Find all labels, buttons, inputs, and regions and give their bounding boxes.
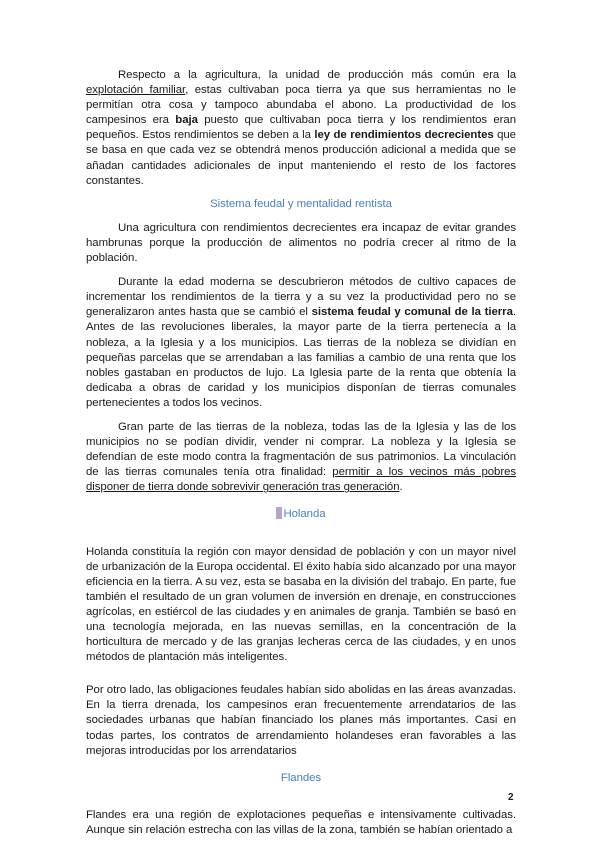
text-run: que se basa en que cada vez se obtendrá menos producción adicional a medida que se añadan cantidades adicionales de input manteniendo el resto de los factores constantes.	[86, 129, 516, 187]
paragraph-edad-moderna	[86, 275, 516, 411]
text-run: Gran parte de las tierras de la nobleza, todas las de la Iglesia y las de los municipios no se podían dividir, vender ni comprar. La nobleza y la Iglesia se defendían de este modo contra la fragmentación de sus patrimonios. La vinculación de las tierras comunales tenía otra finalidad:	[86, 420, 516, 479]
paragraph-tierras-nobleza	[86, 420, 516, 495]
text-run: Durante la edad moderna se descubrieron métodos de cultivo capaces de incrementar los rendimientos de la tierra y a su vez la productividad pero no se generalizaron antes hasta que se cambió el	[86, 276, 516, 319]
text-run: . Antes de las revoluciones liberales, la mayor parte de la tierra pertenecía a la nobleza, a la Iglesia y a los municipios. Las tierras de la nobleza se dividían en pequeñas parcelas que se arrendaban a las familias a cambio de una renta que los nobles gastaban en productos de lujo. La Iglesia parte de la renta que obtenía la dedicaba a obras de caridad y los municipios disponían de tierras comunales pertenecientes a todos los vecinos.	[86, 306, 516, 409]
text-run: , estas cultivaban poca tierra ya que sus herramientas no le permitían otra cosa y tampoco abundaba el abono. La productividad de los campesinos era	[86, 84, 516, 127]
section-heading-label: Holanda	[283, 508, 326, 521]
paragraph-holanda: Holanda constituía la región con mayor densidad de población y con un mayor nivel de urbanización de la Europa occidental. El éxito había sido alcanzado por una mayor eficiencia en la tierra. A su vez, esta se basaba en la división del trabajo. En parte, fue también el resultado de un gran volumen de inversión en drenaje, en construcciones agrícolas, en estiércol de las ciudades y en animales de granja. También se basó en una tecnología mejorada, en las nuevas semillas, en la concentración de la horticultura de mercado y de las granjas lecheras cerca de las ciudades, y en unos métodos de plantación más inteligentes.	[86, 545, 516, 664]
paragraph-obligaciones-feudales: Por otro lado, las obligaciones feudales habían sido abolidas en las áreas avanzadas. En la tierra drenada, los campesinos eran frecuentemente arrendatarios de las sociedades urbanas que habían financiado los planes más importantes. Casi en todas partes, los contratos de arrendamiento holandeses eran favorables a las mejoras introducidas por los arrendatarios	[86, 684, 516, 757]
section-heading-sistema-feudal: Sistema feudal y mentalidad rentista	[210, 197, 392, 210]
text-run: Respecto a la agricultura, la unidad de producción más común era la	[118, 69, 516, 81]
bold-term: baja	[175, 114, 198, 127]
text-run: .	[399, 481, 403, 494]
document-body	[86, 68, 516, 838]
page-number: 2	[508, 792, 514, 803]
bold-term: sistema feudal y comunal de la tierra	[311, 306, 513, 319]
section-heading-holanda	[86, 507, 516, 522]
paragraph-flandes: Flandes era una región de explotaciones pequeñas e intensivamente cultivadas. Aunque sin relación estrecha con las villas de la zona, también se habían orientado a	[86, 808, 516, 836]
bold-term: ley de rendimientos decrecientes	[314, 129, 494, 142]
paragraph-agricultura	[86, 68, 516, 189]
text-run: puesto que cultivaban poca tierra y los rendimientos eran pequeños. Estos rendimientos se deben a la	[86, 114, 516, 142]
underlined-term: permitir a los vecinos más pobres disponer de tierra donde sobrevivir generación tras generación	[86, 466, 516, 494]
comment-marker-icon	[276, 507, 282, 519]
section-heading-flandes: Flandes	[280, 771, 322, 784]
underlined-term: explotación familiar	[86, 84, 186, 97]
paragraph-hambrunas: Una agricultura con rendimientos decrecientes era incapaz de evitar grandes hambrunas porque la producción de alimentos no podría crecer al ritmo de la población.	[86, 221, 516, 265]
